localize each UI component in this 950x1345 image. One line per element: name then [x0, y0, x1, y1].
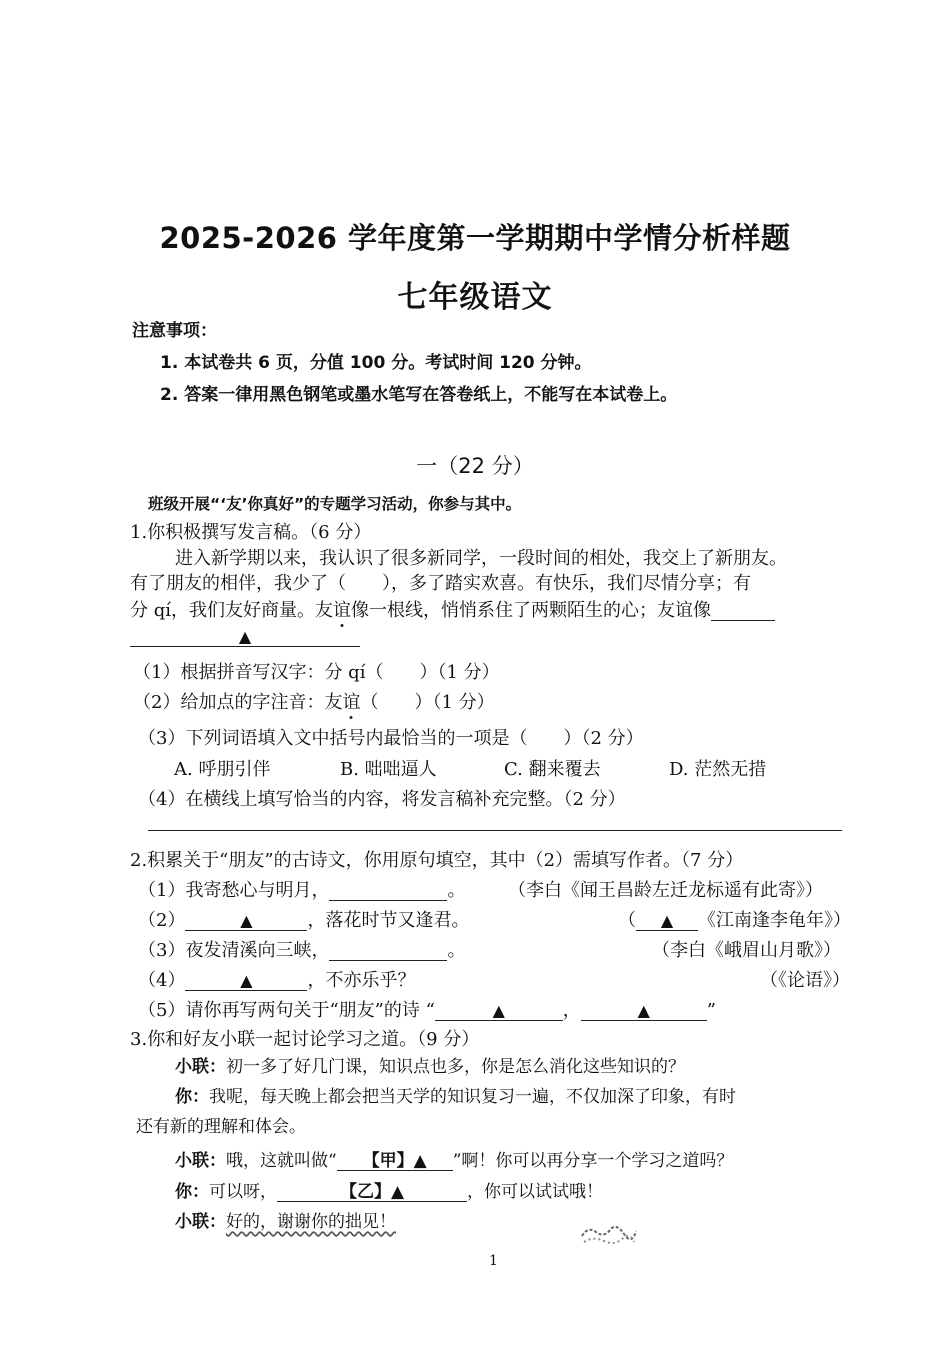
q1-sub-1: （1）根据拼音写汉字：分 qí（ ）（1 分）: [133, 662, 500, 683]
q1-paragraph-line-2: 有了朋友的相伴，我少了（ ），多了踏实欢喜。有快乐，我们尽情分享；有: [130, 573, 751, 594]
q3-blank-yi: 【乙】▲: [277, 1184, 467, 1202]
q1-fill-blank-a: [711, 602, 775, 621]
q2-l2-text: ，落花时节又逢君。: [307, 910, 470, 931]
q2-line-3: [138, 936, 465, 962]
q1-answer-line: [148, 830, 842, 831]
notice-heading: 注意事项：: [132, 321, 217, 341]
q3-d4-start: 可以呀，: [209, 1182, 277, 1202]
speaker-you: 你：: [175, 1087, 209, 1107]
q1-option-d: D. 茫然无措: [669, 759, 767, 780]
q1-fill-blank-b: [130, 628, 360, 647]
q1-p3-end: 像一根线，悄悄系住了两颗陌生的心；友谊像: [351, 600, 711, 621]
q2-l5-comma: ，: [562, 1000, 581, 1021]
q1-fill-line: [130, 626, 360, 647]
speaker-xiaolian: 小联：: [175, 1057, 226, 1077]
q3-dialog-2-cont: 还有新的理解和体会。: [136, 1117, 306, 1137]
q2-l1-source: （李白《闻王昌龄左迁龙标遥有此寄》）: [508, 880, 823, 901]
q2-line-4: [138, 966, 415, 992]
notice-item-1: 1. 本试卷共 6 页，分值 100 分。考试时间 120 分钟。: [160, 353, 592, 373]
q1-p3-start: 分 qí，我们友好商量。友: [130, 600, 333, 621]
triangle-marker: ▲: [660, 911, 674, 930]
q2-l3-blank: [329, 942, 447, 961]
page-number: 1: [489, 1253, 498, 1269]
notice-item-2: 2. 答案一律用黑色钢笔或墨水笔写在答卷纸上，不能写在本试卷上。: [160, 385, 678, 405]
triangle-marker: ▲: [492, 1001, 505, 1020]
q1-paragraph-line-3: [130, 596, 775, 622]
q2-prompt: 2.积累关于“朋友”的古诗文，你用原句填空，其中（2）需填写作者。（7 分）: [130, 850, 744, 871]
triangle-marker: ▲: [240, 911, 253, 930]
q2-l1-text: （1）我寄愁心与明月，: [138, 880, 330, 901]
q2-l4-source: （《论语》）: [760, 970, 850, 991]
q3-dialog-1: [175, 1052, 685, 1077]
speaker-you: 你：: [175, 1182, 209, 1202]
q2-l5-text: （5）请你再写两句关于“朋友”的诗 “: [138, 1000, 435, 1021]
q3-d3-end: ”啊！你可以再分享一个学习之道吗？: [452, 1151, 734, 1171]
q1-paragraph-line-1: 进入新学期以来，我认识了很多新同学，一段时间的相处，我交上了新朋友。: [175, 548, 787, 569]
speaker-xiaolian: 小联：: [175, 1212, 226, 1232]
q3-dialog-5: [175, 1207, 396, 1232]
q2-l2-src-open: （: [618, 910, 636, 931]
triangle-marker: ▲: [240, 971, 253, 990]
triangle-marker: ▲: [238, 627, 252, 646]
q1-sub-3: （3）下列词语填入文中括号内最恰当的一项是（ ）（2 分）: [138, 728, 644, 749]
triangle-marker: ▲: [637, 1001, 650, 1020]
q2-l1-end: 。: [447, 880, 466, 901]
exam-subject: 七年级语文: [397, 280, 553, 315]
q1-sub-2: [133, 688, 495, 714]
q1-option-c: C. 翻来覆去: [504, 759, 601, 780]
q3-d4-end: ，你可以试试哦！: [467, 1182, 603, 1202]
q2-l2-blank: [185, 912, 307, 931]
q2-l2-src-title: 《江南逢李龟年》）: [698, 910, 851, 931]
q1-sub2-end: （ ）（1 分）: [360, 692, 495, 713]
ink-smudge: [578, 1222, 640, 1248]
q3-dialog-3: [175, 1146, 733, 1171]
q2-l5-blank-1: [435, 1002, 563, 1021]
q2-l3-source: （李白《峨眉山月歌》）: [652, 940, 841, 961]
q1-option-b: B. 咄咄逼人: [340, 759, 437, 780]
q3-d5-text: 好的，谢谢你的拙见！: [226, 1212, 396, 1232]
q1-sub2-start: （2）给加点的字注音：友: [133, 692, 343, 713]
q1-option-a: A. 呼朋引伴: [174, 759, 271, 780]
q3-dialog-4: [175, 1177, 603, 1202]
section-heading: 一（22 分）: [416, 454, 534, 478]
q2-l4-blank: [185, 972, 307, 991]
q2-l5-blank-2: [581, 1002, 707, 1021]
q3-dialog-2: [175, 1082, 736, 1107]
q2-l5-close: ”: [706, 1000, 716, 1021]
q2-l3-end: 。: [447, 940, 466, 961]
q2-l2-author-blank: [636, 912, 698, 931]
exam-title: 2025-2026 学年度第一学期期中学情分析样题: [159, 221, 791, 255]
q2-l3-text: （3）夜发清溪向三峡，: [138, 940, 330, 961]
q2-line-1: [138, 876, 465, 902]
q1-sub2-dotted-char: 谊: [342, 692, 361, 713]
q2-l4-num: （4）: [138, 970, 186, 991]
q2-line-2: [138, 906, 469, 932]
q3-d1-text: 初一多了好几门课，知识点也多，你是怎么消化这些知识的？: [226, 1057, 685, 1077]
q3-d2-text: 我呢，每天晚上都会把当天学的知识复习一遍，不仅加深了印象，有时: [209, 1087, 736, 1107]
q1-sub-4: （4）在横线上填写恰当的内容，将发言稿补充完整。（2 分）: [138, 789, 626, 810]
speaker-xiaolian: 小联：: [175, 1151, 226, 1171]
q2-line-5: [138, 996, 716, 1022]
q2-l2-num: （2）: [138, 910, 186, 931]
q3-blank-jia: 【甲】▲: [337, 1153, 453, 1171]
q1-prompt: 1.你积极撰写发言稿。（6 分）: [130, 522, 372, 543]
q2-l1-blank: [329, 882, 447, 901]
q1-dotted-char: 谊: [333, 600, 351, 621]
q3-prompt: 3.你和好友小联一起讨论学习之道。（9 分）: [130, 1029, 480, 1050]
section-intro: 班级开展“‘友’你真好”的专题学习活动，你参与其中。: [148, 495, 522, 513]
q2-l4-text: ，不亦乐乎？: [307, 970, 416, 991]
q2-l2-source: [618, 906, 851, 932]
q3-d3-start: 哦，这就叫做“: [226, 1151, 337, 1171]
